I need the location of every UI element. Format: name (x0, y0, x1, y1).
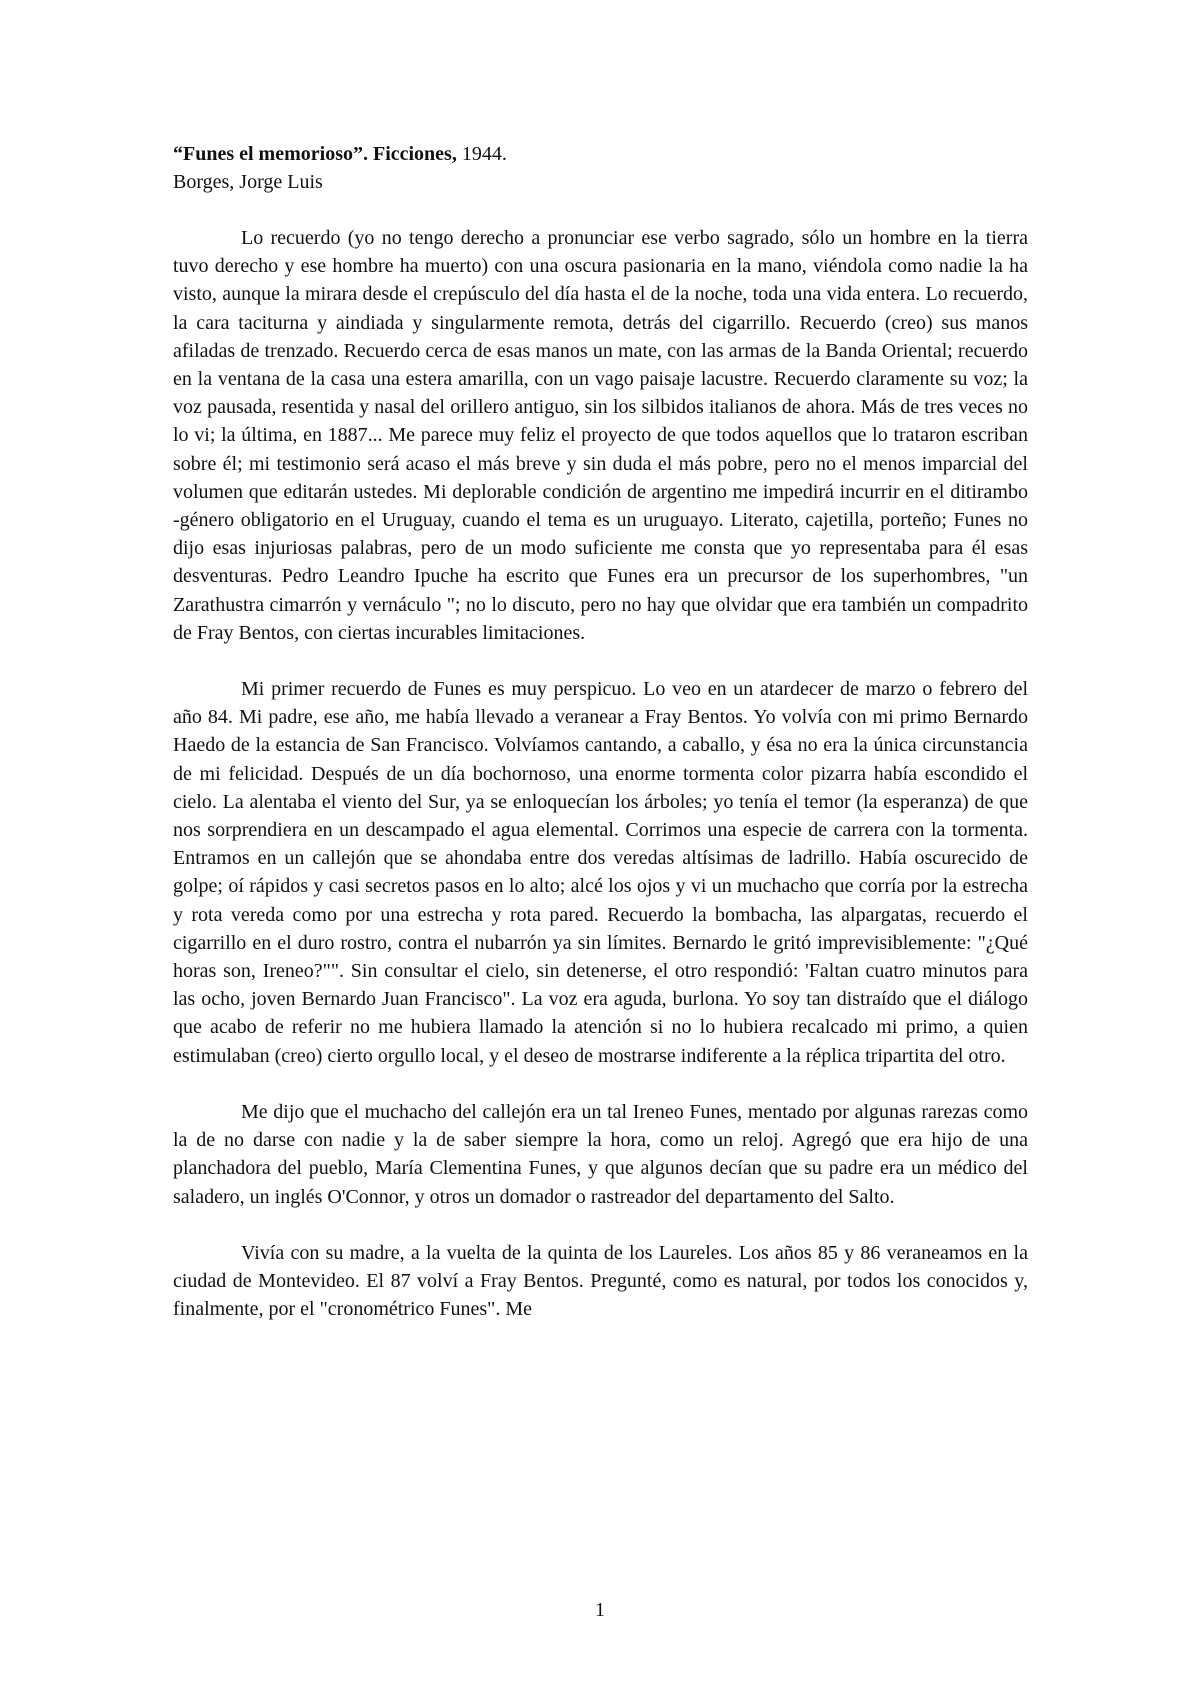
body-paragraph-2: Mi primer recuerdo de Funes es muy perspicuo. Lo veo en un atardecer de marzo o febrero del año 84. Mi padre, ese año, me había llevado a veranear a Fray Bentos. Yo volvía con mi primo Bernardo Haedo de la estancia de San Francisco. Volvíamos cantando, a caballo, y ésa no era la única circunstancia de mi felicidad. Después de un día bochornoso, una enorme tormenta color pizarra había escondido el cielo. La alentaba el viento del Sur, ya se enloquecían los árboles; yo tenía el temor (la esperanza) de que nos sorprendiera en un descampado el agua elemental. Corrimos una especie de carrera con la tormenta. Entramos en un callejón que se ahondaba entre dos veredas altísimas de ladrillo. Había oscurecido de golpe; oí rápidos y casi secretos pasos en lo alto; alcé los ojos y vi un muchacho que corría por la estrecha y rota vereda como por una estrecha y rota pared. Recuerdo la bombacha, las alpargatas, recuerdo el cigarrillo en el duro rostro, contra el nubarrón ya sin límites. Bernardo le gritó imprevisiblemente: "¿Qué horas son, Ireneo?"". Sin consultar el cielo, sin detenerse, el otro respondió: 'Faltan cuatro minutos para las ocho, joven Bernardo Juan Francisco". La voz era aguda, burlona. Yo soy tan distraído que el diálogo que acabo de referir no me hubiera llamado la atención si no lo hubiera recalcado mi primo, a quien estimulaban (creo) cierto orgullo local, y el deseo de mostrarse indiferente a la réplica tripartita del otro. (173, 678, 1028, 1067)
document-title (173, 140, 1028, 168)
body-paragraph-4: Vivía con su madre, a la vuelta de la quinta de los Laureles. Los años 85 y 86 veraneamos en la ciudad de Montevideo. El 87 volví a Fray Bentos. Pregunté, como es natural, por todos los conocidos y, finalmente, por el "cronométrico Funes". Me (173, 1241, 1028, 1321)
title-bold-text: “Funes el memorioso”. Ficciones, (173, 143, 457, 165)
document-author: Borges, Jorge Luis (173, 171, 323, 193)
body-paragraph-1: Lo recuerdo (yo no tengo derecho a pronunciar ese verbo sagrado, sólo un hombre en la tierra tuvo derecho y ese hombre ha muerto) con una oscura pasionaria en la mano, viéndola como nadie la ha visto, aunque la mirara desde el crepúsculo del día hasta el de la noche, toda una vida entera. Lo recuerdo, la cara taciturna y aindiada y singularmente remota, detrás del cigarrillo. Recuerdo (creo) sus manos afiladas de trenzado. Recuerdo cerca de esas manos un mate, con las armas de la Banda Oriental; recuerdo en la ventana de la casa una estera amarilla, con un vago paisaje lacustre. Recuerdo claramente su voz; la voz pausada, resentida y nasal del orillero antiguo, sin los silbidos italianos de ahora. Más de tres veces no lo vi; la última, en 1887... Me parece muy feliz el proyecto de que todos aquellos que lo trataron escriban sobre él; mi testimonio será acaso el más breve y sin duda el más pobre, pero no el menos imparcial del volumen que editarán ustedes. Mi deplorable condición de argentino me impedirá incurrir en el ditirambo -género obligatorio en el Uruguay, cuando el tema es un uruguayo. Literato, cajetilla, porteño; Funes no dijo esas injuriosas palabras, pero de un modo suficiente me consta que yo representaba para él esas desventuras. Pedro Leandro Ipuche ha escrito que Funes era un precursor de los superhombres, "un Zarathustra cimarrón y vernáculo "; no lo discuto, pero no hay que olvidar que era también un compadrito de Fray Bentos, con ciertas incurables limitaciones. (173, 227, 1028, 644)
document-page (173, 140, 1028, 1323)
title-year-text: 1944. (456, 143, 507, 165)
page-number: 1 (595, 1599, 605, 1621)
body-paragraph-3: Me dijo que el muchacho del callejón era un tal Ireneo Funes, mentado por algunas rarezas como la de no darse con nadie y la de saber siempre la hora, como un reloj. Agregó que era hijo de una planchadora del pueblo, María Clementina Funes, y que algunos decían que su padre era un médico del saladero, un inglés O'Connor, y otros un domador o rastreador del departamento del Salto. (173, 1100, 1028, 1208)
